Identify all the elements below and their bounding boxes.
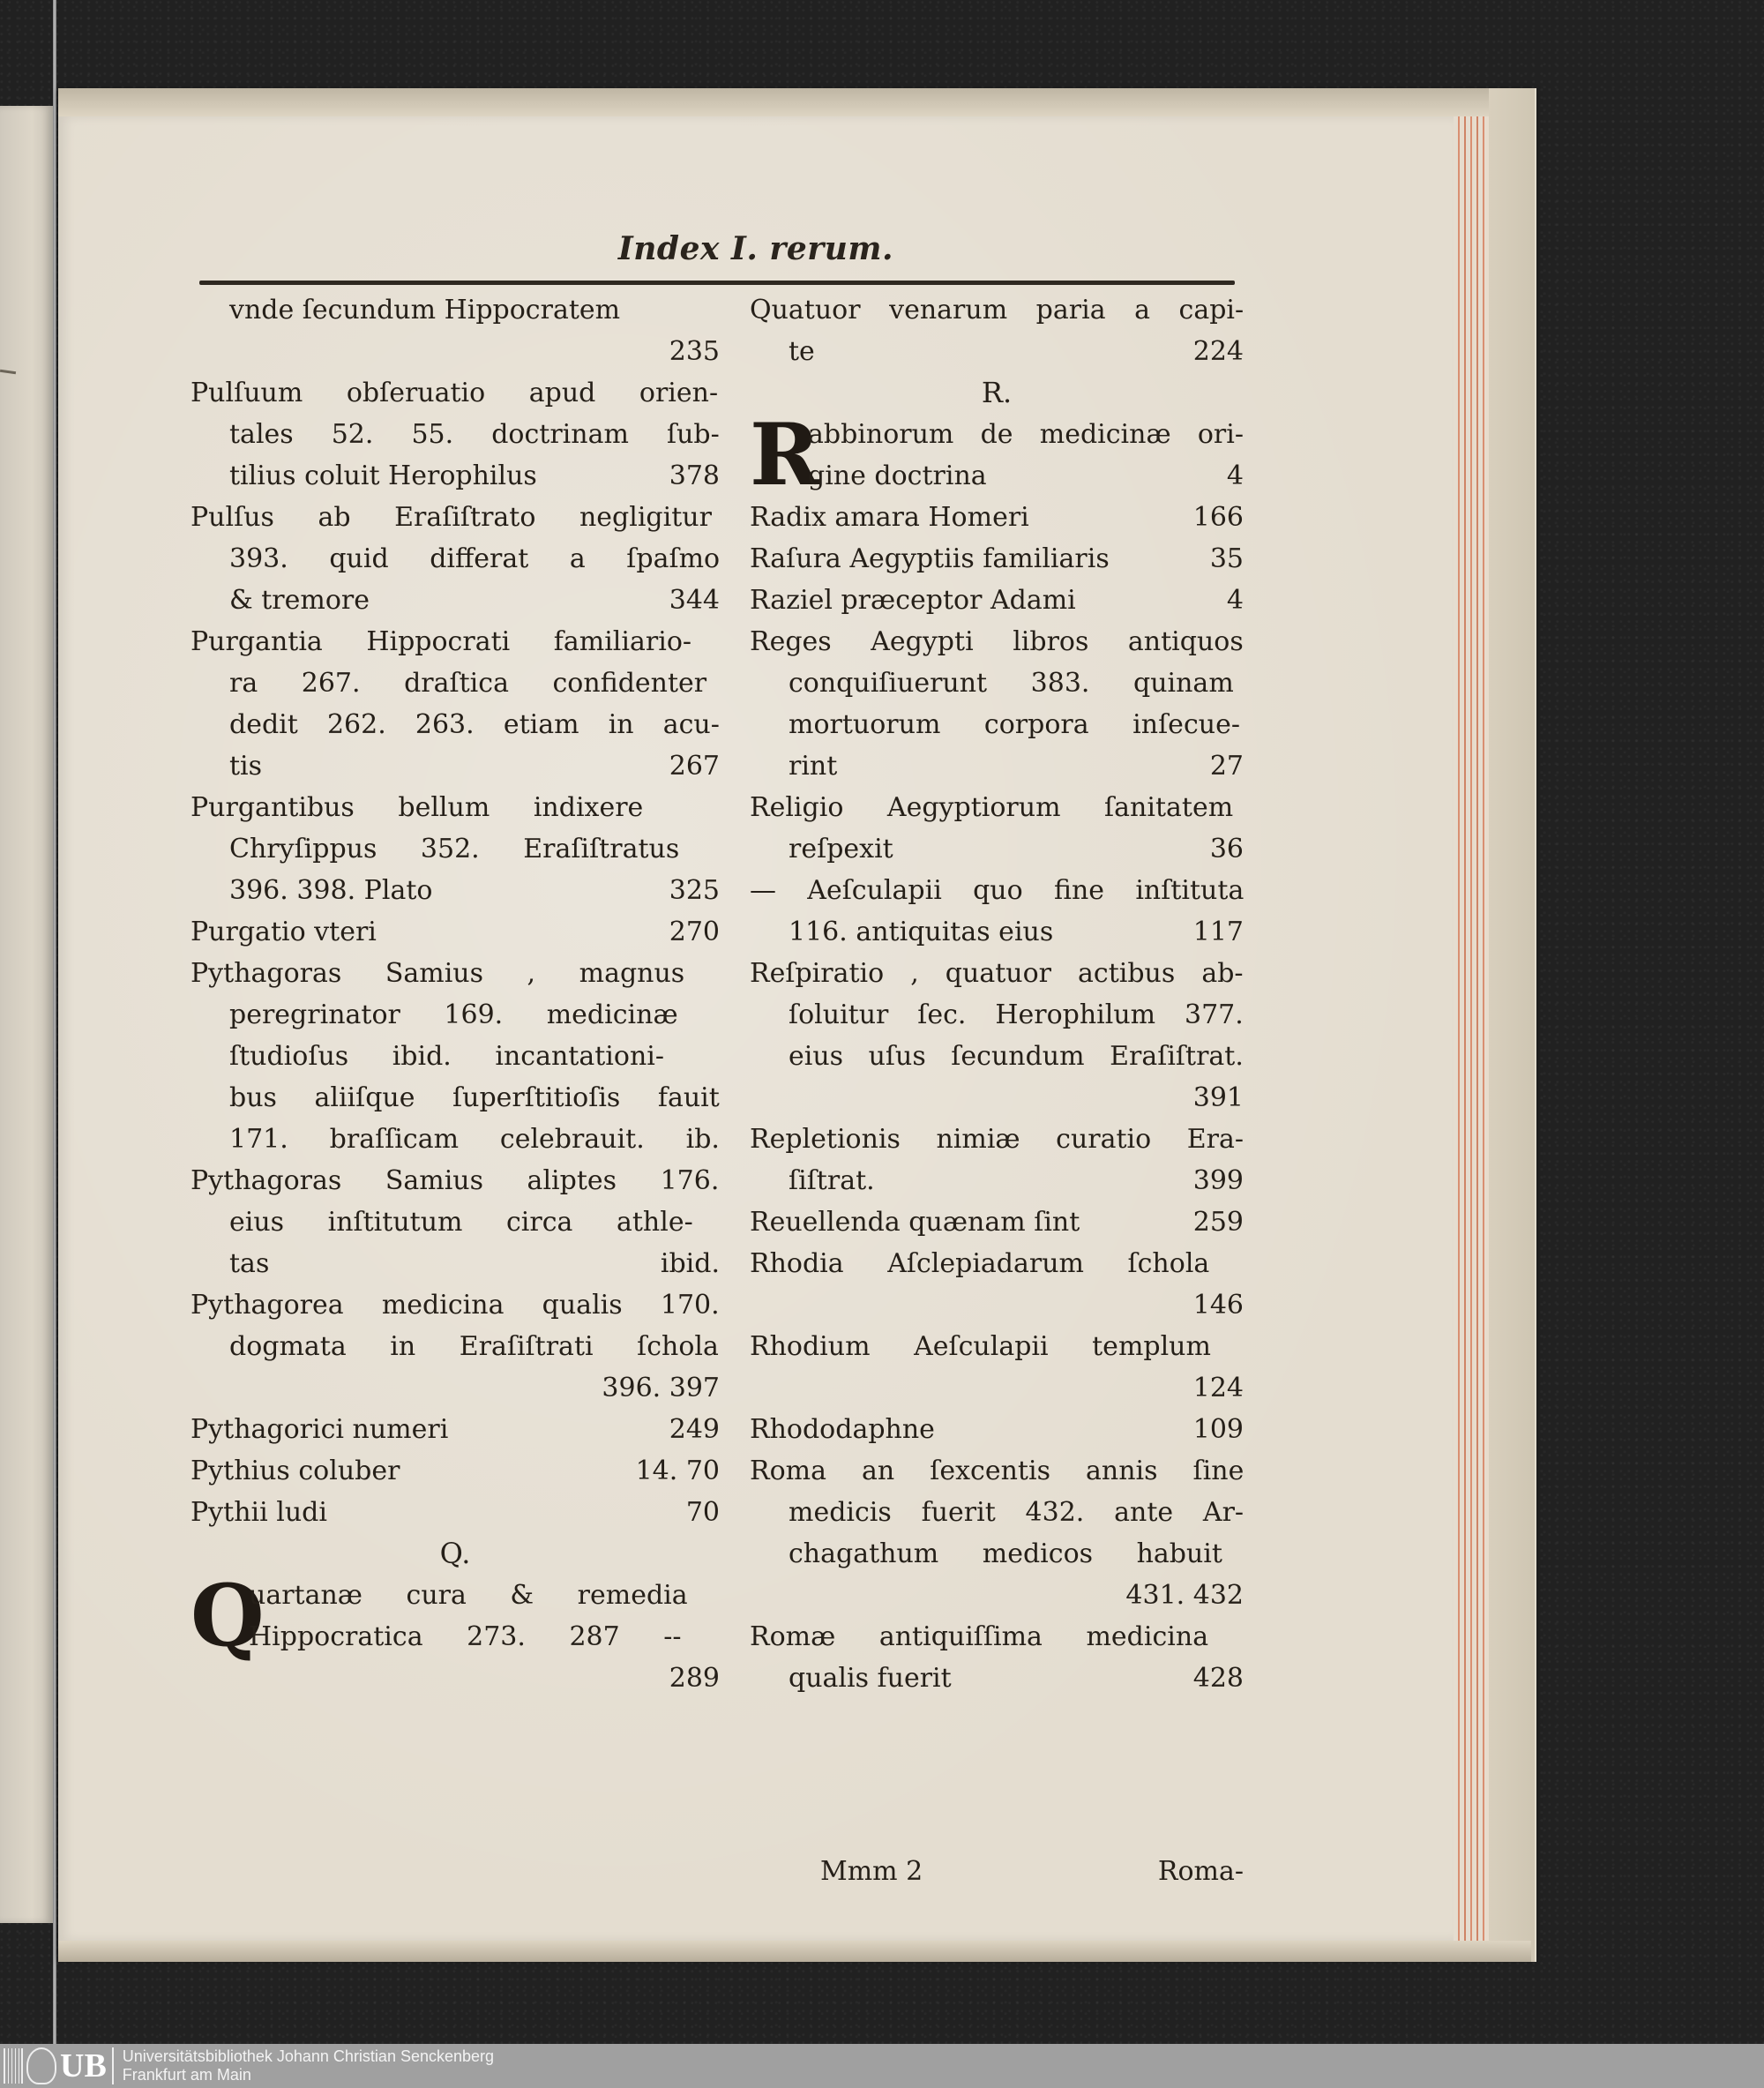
page-reference: 396. 397 [602,1373,720,1403]
entry-line [191,1036,720,1077]
page-reference: 391 [1192,1082,1244,1113]
entry-line [191,704,720,745]
entry-text: Pythagoras Samius , magnus [191,958,685,989]
institution-city: Frankfurt am Main [122,2066,251,2084]
entry-text: te [789,336,815,367]
index-entry [750,497,1244,538]
page-reference: 146 [1192,1290,1244,1321]
logo-portrait-icon [26,2047,56,2084]
index-entry [191,497,720,621]
index-entry [191,1492,720,1533]
entry-line [750,1575,1244,1616]
index-entry [191,1450,720,1492]
entry-line [191,1450,720,1492]
dropcap-entry-q [191,1566,720,1699]
entry-text: reſpexit [789,834,893,864]
entry-line [191,289,720,331]
entry-line [750,1616,1244,1658]
section-heading-q: Q. [439,1537,471,1570]
entry-text: medicis fuerit 432. ante Ar- [789,1497,1244,1528]
entry-text: Rhodia Aſclepiadarum ſchola [750,1248,1210,1279]
page-reference: 428 [1192,1663,1244,1694]
entry-text: eius uſus ſecundum Eraſiſtrat. [789,1041,1244,1072]
index-entry [750,1616,1244,1699]
index-entry [750,953,1244,1119]
index-entry [750,580,1244,621]
entry-line [191,662,720,704]
page-reference: 344 [669,585,720,616]
head-rule [199,281,1235,285]
facing-page-rule [0,370,16,374]
catchword: Roma- [1157,1856,1244,1887]
entry-line [750,1450,1244,1492]
index-entry [750,621,1244,787]
entry-text: ſtudioſus ibid. incantationi- [229,1041,664,1072]
entry-text: ſoluitur ſec. Herophilum 377. [789,999,1244,1030]
entry-text: 171. braſſicam celebrauit. ib. [229,1124,720,1155]
entry-line [191,1409,720,1450]
page-reference: 270 [669,917,720,947]
entry-line [750,1243,1244,1284]
page-reference: 267 [669,751,720,782]
dropcap-entry-r [750,405,1244,505]
page-reference: 117 [1192,917,1244,947]
entry-line [191,372,720,414]
entry-text: Purgantibus bellum indixere [191,792,644,823]
institution-name: Universitätsbibliothek Johann Christian Senckenberg [122,2047,495,2065]
entry-line [750,1409,1244,1450]
entry-text: 116. antiquitas eius [789,917,1054,947]
glass-plate-edge [53,0,56,2044]
entry-text: dedit 262. 263. etiam in acu- [229,709,720,740]
entry-line [191,828,720,870]
entry-text: vnde ſecundum Hippocratem [229,295,621,326]
page-reference: 14. 70 [635,1456,720,1486]
entry-line [191,414,720,455]
page-reference: 35 [1209,543,1244,574]
entry-text: Reges Aegypti libros antiquos [750,626,1244,657]
entry-line [191,911,720,953]
page-reference: 166 [1192,502,1244,533]
dropcap-r: R [750,405,820,505]
entry-text: Radix amara Homeri [750,502,1029,533]
index-entry [750,870,1244,953]
page-reference: 325 [669,875,720,906]
running-head: Index I. rerum. [617,230,894,267]
logo-columns-icon [4,2048,23,2084]
entry-text: tis [229,751,263,782]
entry-line [750,704,1244,745]
page-reference: 235 [669,336,720,367]
entry-line [750,1284,1244,1326]
logo-ub-text: UB [60,2047,107,2084]
index-entry [750,787,1244,870]
entry-text: Chryſippus 352. Eraſiſtratus [229,834,680,864]
page-reference: 4 [1226,585,1244,616]
entry-text: rint [789,751,838,782]
page-reference: 259 [1192,1207,1244,1238]
entry-line [808,455,1244,497]
page-reference: 4 [1226,460,1244,491]
page-reference: 289 [669,1663,720,1694]
entry-line [191,497,720,538]
entry-line [191,621,720,662]
entry-text: mortuorum corpora inſecue- [789,709,1240,740]
entry-text: bus aliiſque ſuperſtitioſis fauit [229,1082,720,1113]
entry-line [750,745,1244,787]
entry-text: tilius coluit Herophilus [229,460,537,491]
entry-line [750,953,1244,994]
entry-line [750,828,1244,870]
entry-text: gine doctrina [808,460,987,491]
entry-text: Repletionis nimiæ curatio Era- [750,1124,1244,1155]
entry-line [750,621,1244,662]
entry-text: Purgatio vteri [191,917,377,947]
entry-line [750,1658,1244,1699]
entry-line [750,1036,1244,1077]
page-reference: 249 [669,1414,720,1445]
index-entry [191,372,720,497]
entry-text: eius inſtitutum circa athle- [229,1207,693,1238]
index-entry [191,787,720,911]
entry-line [191,1119,720,1160]
index-entry [750,1409,1244,1450]
footer-text [123,2047,494,2084]
entry-line [750,1492,1244,1533]
index-entry [191,911,720,953]
entry-text: qualis fuerit [789,1663,952,1694]
page-reference: 431. 432 [1125,1580,1244,1611]
entry-text: Pythagorea medicina qualis 170. [191,1290,720,1321]
entry-text: uartanæ cura & remedia [249,1580,688,1611]
entry-line [191,1243,720,1284]
entry-text: tas [229,1248,270,1279]
library-logo [4,2047,114,2085]
entry-line [191,1284,720,1326]
index-entry [750,1119,1244,1201]
entry-text: peregrinator 169. medicinæ [229,999,678,1030]
entry-line [750,1326,1244,1367]
signature-mark: Mmm 2 [820,1856,923,1887]
index-entry [191,1409,720,1450]
entry-line [750,662,1244,704]
entry-line [191,1492,720,1533]
left-column [191,289,720,1699]
entry-text: 393. quid differat a ſpaſmo [229,543,720,574]
entry-text: conquiſiuerunt 383. quinam [789,668,1234,699]
index-entry [191,1160,720,1284]
entry-line [750,1533,1244,1575]
entry-text: ſiſtrat. [789,1165,875,1196]
entry-line [191,455,720,497]
index-entry [191,289,720,372]
entry-line [750,911,1244,953]
page-reference: ibid. [660,1248,720,1279]
index-entry [191,1284,720,1409]
entry-line [191,953,720,994]
entry-line [191,1077,720,1119]
page-reference: 378 [669,460,720,491]
entry-line [750,870,1244,911]
entry-text: Hippocratica 273. 287 -- [249,1621,682,1652]
facing-page-edge [0,106,53,1923]
entry-line [750,289,1244,331]
entry-line [750,1160,1244,1201]
index-entry [750,1326,1244,1409]
entry-text: tales 52. 55. doctrinam ſub- [229,419,720,450]
entry-text: Pulſus ab Eraſiſtrato negligitur [191,502,712,533]
logo-separator [112,2047,114,2084]
entry-line [191,870,720,911]
left-entries [191,289,720,1533]
entry-line [191,787,720,828]
index-entry [750,538,1244,580]
entry-line [750,1119,1244,1160]
entry-text: — Aeſculapii quo fine inſtituta [750,875,1244,906]
page-reference: 399 [1192,1165,1244,1196]
red-page-edges [1454,116,1489,1941]
entry-text: Romæ antiquiſſima medicina [750,1621,1209,1652]
cover-right-edge [1489,88,1536,1962]
entry-text: Pythius coluber [191,1456,400,1486]
entry-line [750,497,1244,538]
dropcap-q: Q [191,1566,265,1665]
entry-text: Purgantia Hippocrati familiario- [191,626,692,657]
index-entry [191,621,720,787]
entry-line [750,1367,1244,1409]
entry-text: ra 267. draſtica confidenter [229,668,707,699]
index-entry [750,1450,1244,1616]
entry-line [249,1658,720,1699]
right-entries [750,497,1244,1699]
entry-text: Reſpiratio , quatuor actibus ab- [750,958,1244,989]
entry-line [249,1575,720,1616]
entry-text: & tremore [229,585,370,616]
entry-text: Pythagorici numeri [191,1414,449,1445]
entry-text: Rhodium Aeſculapii templum [750,1331,1211,1362]
entry-line [249,1616,720,1658]
section-heading-r: R. [981,376,1013,409]
entry-text: Roma an ſexcentis annis ſine [750,1456,1244,1486]
entry-line [750,1077,1244,1119]
entry-text: Raſura Aegyptiis familiaris [750,543,1110,574]
entry-text: Pulſuum obſeruatio apud orien- [191,378,719,408]
entry-text: chagathum medicos habuit [789,1538,1222,1569]
book-page [58,116,1454,1941]
entry-line [191,1367,720,1409]
entry-line [191,1201,720,1243]
entry-line [750,994,1244,1036]
dropcap-lines-r [808,414,1244,497]
entry-line [191,1326,720,1367]
cover-bottom-edge [58,1941,1531,1962]
right-column [750,289,1244,1699]
page-reference: 224 [1192,336,1244,367]
entry-text: Religio Aegyptiorum ſanitatem [750,792,1234,823]
entry-line [191,745,720,787]
entry-text: Pythagoras Samius aliptes 176. [191,1165,720,1196]
entry-text: dogmata in Eraſiſtrati ſchola [229,1331,719,1362]
entry-text: Pythii ludi [191,1497,327,1528]
page-footer-line [750,1852,1244,1891]
entry-text: Raziel præceptor Adami [750,585,1076,616]
entry-text: Reuellenda quænam ſint [750,1207,1080,1238]
page-reference: 124 [1192,1373,1244,1403]
page-reference: 70 [685,1497,720,1528]
entry-line [808,414,1244,455]
entry-line [191,1160,720,1201]
entry-text: Rhododaphne [750,1414,935,1445]
entry-text: abbinorum de medicinæ ori- [808,419,1244,450]
entry-line [191,580,720,621]
entry-line [750,787,1244,828]
cover-top-edge [58,88,1531,116]
page-reference: 109 [1192,1414,1244,1445]
index-entry [750,1201,1244,1243]
page-reference: 27 [1209,751,1244,782]
entry-line [191,331,720,372]
entry-line [750,331,1244,372]
right-top-entries [750,289,1244,372]
index-entry [750,289,1244,372]
index-entry [750,1243,1244,1326]
entry-line [750,538,1244,580]
index-entry [191,953,720,1160]
library-footer-bar [0,2044,1764,2088]
dropcap-lines-q [249,1575,720,1699]
entry-line [191,538,720,580]
entry-text: 396. 398. Plato [229,875,433,906]
entry-line [750,580,1244,621]
page-reference: 36 [1209,834,1244,864]
entry-line [750,1201,1244,1243]
entry-text: Quatuor venarum paria a capi- [750,295,1244,326]
entry-line [191,994,720,1036]
